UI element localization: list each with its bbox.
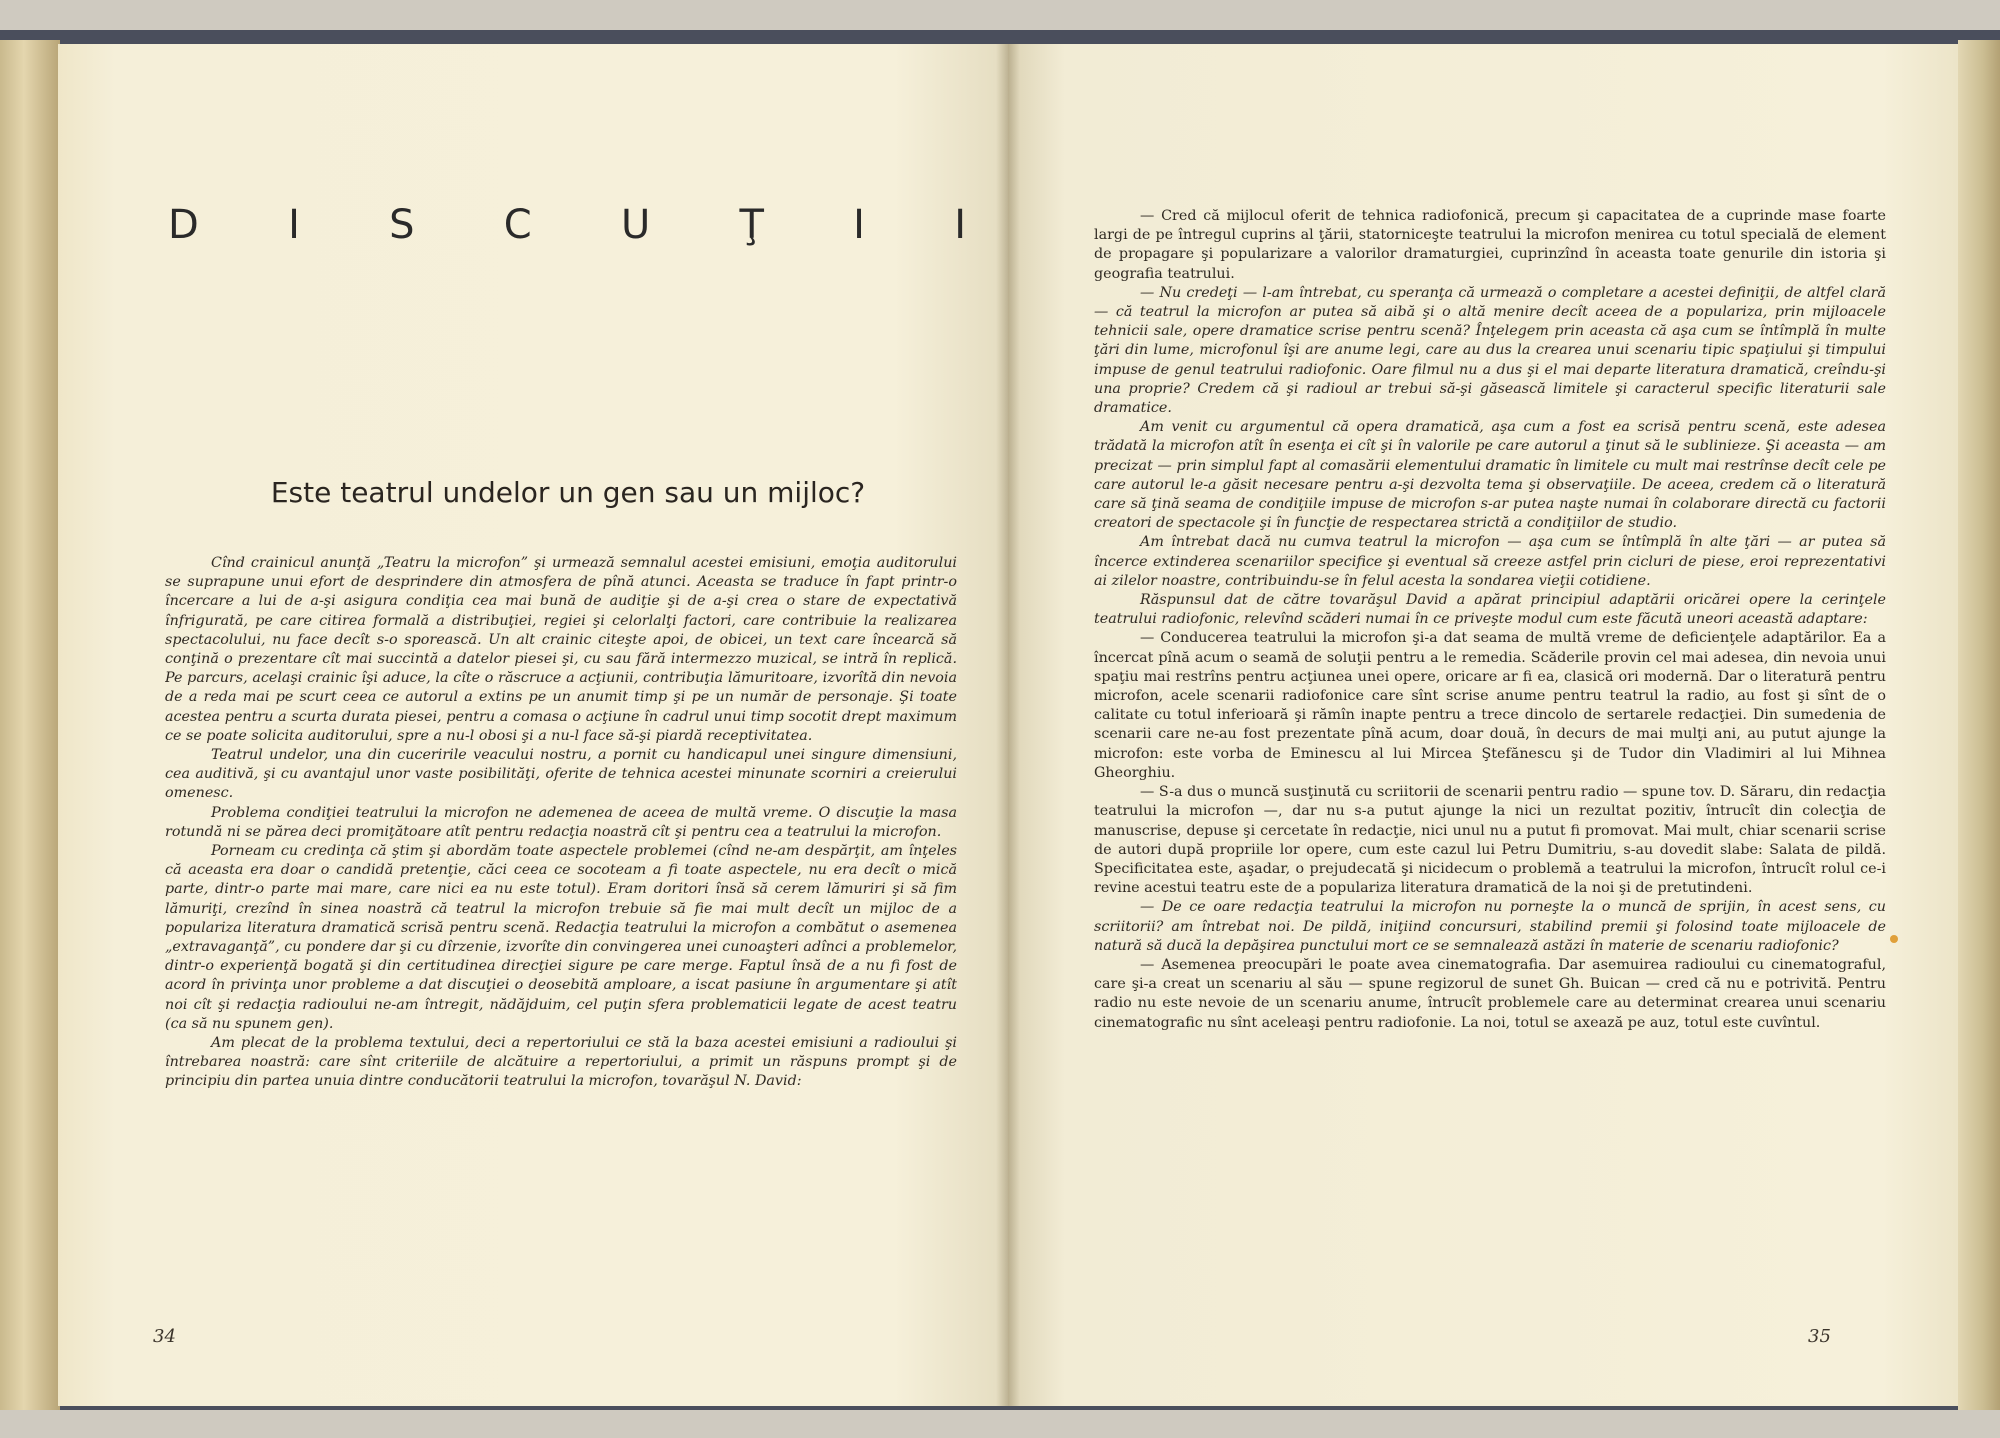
paragraph: Răspunsul dat de către tovarăşul David a apărat principiul adaptării oricărei opere la cerinţele teatrului radiofonic, relevînd scăderi numai în ce priveşte modul cum este făcută uneori această adaptare: [1094, 592, 1886, 628]
heading-letter: Ţ [739, 202, 766, 248]
paragraph: Am venit cu argumentul că opera dramatică, aşa cum a fost ea scrisă pentru scenă, este adesea trădată la microfon atît în esenţa ei cît şi în valorile pe care autorul a ţinut să le sublinieze. Şi aceasta — am precizat — prin simplul fapt al comasării elementului dramatic în limitele cu mult mai restrînse decît cele pe care autorul le-a găsit necesare pentru a-şi dezvolta tema şi observaţiile. De aceea, credem că o literatură care să ţină seama de condiţiile impuse de microfon s-ar putea naşte numai în colaborare directă cu factorii creatori de spectacole şi în funcţie de respectarea strictă a condiţiilor de studio. [1094, 419, 1886, 532]
heading-letter: I [853, 202, 867, 248]
paragraph: — Nu credeţi — l-am întrebat, cu speranţa că urmează o completare a acestei definiţii, de altfel clară — că teatrul la microfon ar putea să aibă şi o altă menire decît aceea de a populariza, prin mijloacele tehnicii sale, opere dramatice scrise pentru scenă? Înţelegem prin aceasta că aşa cum se întîmplă în multe ţări din lume, microfonul îşi are anume legi, care au dus la crearea unui scenariu tipic spaţiului şi timpului impuse de genul teatrului radiofonic. Oare filmul nu a dus şi el mai departe literatura dramatică, creîndu-şi una proprie? Credem că şi radioul ar trebui să-şi găsească limitele şi caracterul specific literaturii sale dramatice. [1094, 284, 1886, 417]
left-page-text [165, 554, 957, 1314]
paragraph: Problema condiţiei teatrului la microfon ne ademenea de aceea de multă vreme. O discuţie la masa rotundă ni se părea deci promiţătoare atît pentru redacţia noastră cît şi pentru cea a teatrului la microfon. [165, 804, 957, 840]
paragraph: Porneam cu credinţa că ştim şi abordăm toate aspectele problemei (cînd ne-am despărţit, am înţeles că aceasta era doar o candidă pretenţie, căci ceea ce socoteam a fi toate aspectele, nu era decît o mică parte, dintr-o parte mai mare, care nici ea nu este totul). Eram doritori însă să cerem lămuriri şi să fim lămuriţi, crezînd în sinea noastră că teatrul la microfon trebuie să fie mai mult decît un mijloc de a populariza literatura dramatică scrisă pentru scenă. Redacţia teatrului la microfon a combătut o asemenea „extravaganţă”, cu pondere dar şi cu dîrzenie, izvorîte din convingerea unei cunoaşteri adînci a problemelor, dintr-o experienţă bogată şi din certitudinea direcţiei sigure pe care merge. Faptul însă de a nu fi fost de acord în privinţa unor probleme a dat discuţiei o deosebită amploare, a iscat pasiune în argumentare şi atît noi cît şi redacţia radioului ne-am întregit, nădăjduim, cel puţin sfera problematicii legate de acest teatru (ca să nu spunem gen). [165, 843, 957, 1032]
paragraph: — Cred că mijlocul oferit de tehnica radiofonică, precum şi capacitatea de a cuprinde mase foarte largi de pe întregul cuprins al ţării, statorniceşte teatrului la microfon menirea cu totul specială de element de propagare şi popularizare a valorilor dramaturgiei, cuprinzînd în aceasta toate genurile din istoria şi geografia teatrului. [1094, 208, 1886, 282]
heading-letter: S [389, 202, 417, 248]
left-page [58, 44, 1008, 1406]
page-number: 34 [153, 1326, 176, 1347]
section-heading [168, 202, 968, 248]
page-edges-left [0, 40, 60, 1410]
paragraph: Cînd crainicul anunţă „Teatru la microfon” şi urmează semnalul acestei emisiuni, emoţia auditorului se suprapune unui efort de desprindere din atmosfera de pînă atunci. Aceasta se traduce în fapt printr-o încercare a lui de a-şi asigura condiţia cea mai bună de audiţie şi de a-şi crea o stare de expectativă înfrigurată, pe care citirea formală a distribuţiei, regiei şi celorlalţi factori, care contribuie la realizarea spectacolului, nu face decît s-o sporească. Un alt crainic citeşte apoi, de obicei, un text care încearcă să conţină o prezentare cît mai succintă a datelor piesei şi, cu sau fără intermezzo muzical, se intră în replică. Pe parcurs, acelaşi crainic îşi aduce, la cîte o răscruce a acţiunii, contribuţia lămuritoare, izvorîtă din nevoia de a reda mai pe scurt ceea ce autorul a extins pe un anumit timp şi pe un număr de personaje. Şi toate acestea pentru a scurta durata piesei, pentru a comasa o acţiune în cadrul unui timp socotit drept maximum ce se poate solicita auditorului, spre a nu-l obosi şi a nu-l face să-şi piardă receptivitatea. [165, 555, 957, 744]
paragraph: — Conducerea teatrului la microfon şi-a dat seama de multă vreme de deficienţele adaptărilor. Ea a încercat pînă acum o seamă de soluţii pentru a le remedia. Scăderile provin cel mai adesea, din nevoia unui spaţiu mai restrîns pentru acţiunea unei opere, oricare ar fi ea, clasică ori modernă. Dar o literatură pentru microfon, acele scenarii radiofonice care sînt scrise anume pentru teatrul la radio, au fost şi sînt de o calitate cu totul inferioară şi rămîn inapte pentru a trece dincolo de sertarele redacţiei. Din sumedenia de scenarii care ne-au fost prezentate pînă acum, doar două, în decurs de mai mulţi ani, au putut ajunge la microfon: este vorba de Eminescu al lui Mircea Ştefănescu şi de Tudor din Vladimiri al lui Mihnea Gheorghiu. [1094, 630, 1886, 781]
heading-letter: I [954, 202, 968, 248]
paragraph: Teatrul undelor, una din cuceririle veacului nostru, a pornit cu handicapul unei singure dimensiuni, cea auditivă, şi cu avantajul unor vaste posibilităţi, oferite de tehnica acestei minunate scorniri a creierului omenesc. [165, 747, 957, 802]
paragraph: — S-a dus o muncă susţinută cu scriitorii de scenarii pentru radio — spune tov. D. Săraru, din redacţia teatrului la microfon —, dar nu s-a putut ajunge la nici un rezultat pozitiv, întrucît din colecţia de manuscrise, depuse şi cercetate în redacţie, nici unul nu a putut fi promovat. Mai mult, chiar scenarii scrise de autori după propriile lor opere, cum este cazul lui Petru Dumitriu, s-au dovedit slabe: Salata de pildă. Specificitatea este, aşadar, o prejudecată şi nicidecum o problemă a teatrului la microfon, întrucît rolul ce-i revine acestui teatru este de a populariza literatura dramatică de la noi şi de pretutindeni. [1094, 784, 1886, 897]
right-page [1008, 44, 1958, 1406]
paragraph: Am întrebat dacă nu cumva teatrul la microfon — aşa cum se întîmplă în alte ţări — ar putea să încerce extinderea scenariilor specifice şi eventual să creeze astfel prin cicluri de piese, eroi reprezentativi ai zilelor noastre, contribuindu-se în felul acesta la sondarea vieţii cotidiene. [1094, 534, 1886, 589]
paragraph: — Asemenea preocupări le poate avea cinematografia. Dar asemuirea radioului cu cinematograful, care şi-a creat un scenariu al său — spune regizorul de sunet Gh. Buican — cred că nu e potrivită. Pentru radio nu este nevoie de un scenariu anume, întrucît problemele care au determinat crearea unui scenariu cinematografic nu sînt aceleaşi pentru radiofonie. La noi, totul se axează pe auz, totul este cuvîntul. [1094, 956, 1886, 1031]
article-title: Este teatrul undelor un gen sau un mijloc? [270, 476, 866, 509]
paper-stain [1890, 935, 1898, 943]
book-gutter [996, 44, 1020, 1406]
page-number: 35 [1808, 1326, 1831, 1347]
heading-letter: I [288, 202, 302, 248]
paragraph: Am plecat de la problema textului, deci a repertoriului ce stă la baza acestei emisiuni a radioului şi întrebarea noastră: care sînt criteriile de alcătuire a repertoriului, a primit un răspuns prompt şi de principiu din partea unuia dintre conducătorii teatrului la microfon, tovarăşul N. David: [165, 1035, 957, 1090]
heading-letter: D [168, 202, 201, 248]
heading-letter: U [620, 202, 653, 248]
right-page-text [1094, 207, 1886, 1319]
paragraph: — De ce oare redacţia teatrului la microfon nu porneşte la o muncă de sprijin, în acest sens, cu scriitorii? am întrebat noi. De pildă, iniţiind concursuri, stabilind premii şi folosind toate mijloacele de natură să ducă la depăşirea punctului mort ce se semnalează astăzi în materie de scenariu radiofonic? [1094, 899, 1886, 954]
page-edges-right [1958, 40, 2000, 1410]
heading-letter: C [503, 202, 534, 248]
